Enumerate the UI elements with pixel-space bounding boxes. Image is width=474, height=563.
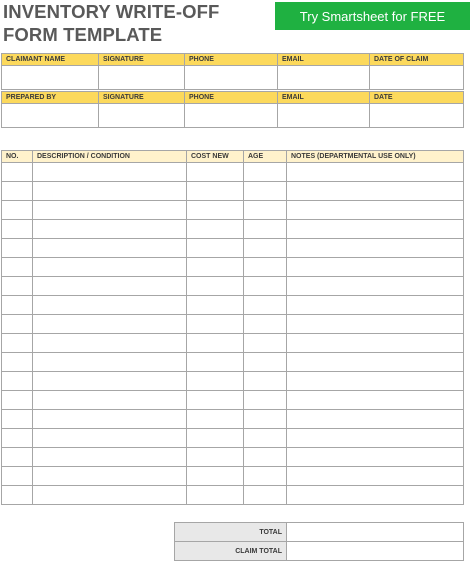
claimant-signature-header: SIGNATURE bbox=[99, 54, 185, 66]
table-row bbox=[2, 258, 464, 277]
claimant-header-row bbox=[2, 54, 464, 66]
totals-table bbox=[174, 522, 464, 561]
notes-cell[interactable] bbox=[287, 220, 464, 239]
number-cell[interactable] bbox=[2, 163, 33, 182]
claimant-name-field[interactable] bbox=[2, 66, 99, 90]
notes-cell[interactable] bbox=[287, 448, 464, 467]
description-cell[interactable] bbox=[33, 239, 187, 258]
age-cell[interactable] bbox=[244, 201, 287, 220]
age-cell[interactable] bbox=[244, 258, 287, 277]
table-row bbox=[2, 315, 464, 334]
cost-new-cell[interactable] bbox=[187, 448, 244, 467]
prepared-phone-field[interactable] bbox=[185, 104, 278, 128]
items-header-row bbox=[2, 151, 464, 163]
age-cell[interactable] bbox=[244, 429, 287, 448]
number-cell[interactable] bbox=[2, 334, 33, 353]
description-cell[interactable] bbox=[33, 277, 187, 296]
number-cell[interactable] bbox=[2, 258, 33, 277]
items-body bbox=[2, 163, 464, 505]
description-cell[interactable] bbox=[33, 315, 187, 334]
description-cell[interactable] bbox=[33, 448, 187, 467]
cost-new-cell[interactable] bbox=[187, 220, 244, 239]
number-cell[interactable] bbox=[2, 182, 33, 201]
description-cell[interactable] bbox=[33, 258, 187, 277]
notes-cell[interactable] bbox=[287, 353, 464, 372]
age-cell[interactable] bbox=[244, 448, 287, 467]
prepared-email-field[interactable] bbox=[278, 104, 370, 128]
number-cell[interactable] bbox=[2, 448, 33, 467]
claimant-table bbox=[1, 53, 464, 90]
claimant-email-field[interactable] bbox=[278, 66, 370, 90]
total-row bbox=[175, 523, 464, 542]
cost-new-header: COST NEW bbox=[187, 151, 244, 163]
claim-total-field[interactable] bbox=[287, 542, 464, 561]
number-cell[interactable] bbox=[2, 467, 33, 486]
notes-cell[interactable] bbox=[287, 334, 464, 353]
claimant-phone-field[interactable] bbox=[185, 66, 278, 90]
notes-cell[interactable] bbox=[287, 467, 464, 486]
notes-cell[interactable] bbox=[287, 429, 464, 448]
table-row bbox=[2, 220, 464, 239]
number-cell[interactable] bbox=[2, 353, 33, 372]
description-header: DESCRIPTION / CONDITION bbox=[33, 151, 187, 163]
prepared-by-header: PREPARED BY bbox=[2, 92, 99, 104]
notes-cell[interactable] bbox=[287, 201, 464, 220]
number-cell[interactable] bbox=[2, 410, 33, 429]
prepared-by-field[interactable] bbox=[2, 104, 99, 128]
number-cell[interactable] bbox=[2, 220, 33, 239]
description-cell[interactable] bbox=[33, 353, 187, 372]
form-title: INVENTORY WRITE-OFF FORM TEMPLATE bbox=[3, 1, 220, 45]
items-table bbox=[1, 150, 464, 505]
notes-cell[interactable] bbox=[287, 163, 464, 182]
notes-cell[interactable] bbox=[287, 258, 464, 277]
notes-cell[interactable] bbox=[287, 391, 464, 410]
number-cell[interactable] bbox=[2, 315, 33, 334]
age-cell[interactable] bbox=[244, 353, 287, 372]
age-cell[interactable] bbox=[244, 163, 287, 182]
age-cell[interactable] bbox=[244, 182, 287, 201]
age-cell[interactable] bbox=[244, 410, 287, 429]
notes-cell[interactable] bbox=[287, 182, 464, 201]
age-cell[interactable] bbox=[244, 486, 287, 505]
cost-new-cell[interactable] bbox=[187, 391, 244, 410]
table-row bbox=[2, 182, 464, 201]
notes-cell[interactable] bbox=[287, 296, 464, 315]
age-cell[interactable] bbox=[244, 467, 287, 486]
total-field[interactable] bbox=[287, 523, 464, 542]
prepared-phone-header: PHONE bbox=[185, 92, 278, 104]
prepared-header-row bbox=[2, 92, 464, 104]
number-cell[interactable] bbox=[2, 239, 33, 258]
description-cell[interactable] bbox=[33, 220, 187, 239]
cost-new-cell[interactable] bbox=[187, 163, 244, 182]
number-cell[interactable] bbox=[2, 391, 33, 410]
try-smartsheet-button[interactable]: Try Smartsheet for FREE bbox=[275, 2, 470, 30]
age-cell[interactable] bbox=[244, 296, 287, 315]
number-cell[interactable] bbox=[2, 201, 33, 220]
age-cell[interactable] bbox=[244, 372, 287, 391]
number-cell[interactable] bbox=[2, 296, 33, 315]
cost-new-cell[interactable] bbox=[187, 353, 244, 372]
description-cell[interactable] bbox=[33, 486, 187, 505]
claimant-name-header: CLAIMANT NAME bbox=[2, 54, 99, 66]
description-cell[interactable] bbox=[33, 182, 187, 201]
cost-new-cell[interactable] bbox=[187, 486, 244, 505]
number-cell[interactable] bbox=[2, 277, 33, 296]
table-row bbox=[2, 467, 464, 486]
notes-cell[interactable] bbox=[287, 410, 464, 429]
date-of-claim-header: DATE OF CLAIM bbox=[370, 54, 464, 66]
description-cell[interactable] bbox=[33, 429, 187, 448]
table-row bbox=[2, 239, 464, 258]
claim-total-label: CLAIM TOTAL bbox=[175, 542, 287, 561]
number-cell[interactable] bbox=[2, 486, 33, 505]
claimant-phone-header: PHONE bbox=[185, 54, 278, 66]
table-row bbox=[2, 353, 464, 372]
claim-total-row bbox=[175, 542, 464, 561]
cost-new-cell[interactable] bbox=[187, 410, 244, 429]
notes-cell[interactable] bbox=[287, 277, 464, 296]
age-cell[interactable] bbox=[244, 220, 287, 239]
prepared-signature-field[interactable] bbox=[99, 104, 185, 128]
claimant-email-header: EMAIL bbox=[278, 54, 370, 66]
description-cell[interactable] bbox=[33, 334, 187, 353]
table-row bbox=[2, 448, 464, 467]
prepared-date-header: DATE bbox=[370, 92, 464, 104]
description-cell[interactable] bbox=[33, 201, 187, 220]
cost-new-cell[interactable] bbox=[187, 315, 244, 334]
number-cell[interactable] bbox=[2, 429, 33, 448]
description-cell[interactable] bbox=[33, 163, 187, 182]
notes-cell[interactable] bbox=[287, 486, 464, 505]
prepared-email-header: EMAIL bbox=[278, 92, 370, 104]
cost-new-cell[interactable] bbox=[187, 296, 244, 315]
cost-new-cell[interactable] bbox=[187, 467, 244, 486]
table-row bbox=[2, 201, 464, 220]
total-label: TOTAL bbox=[175, 523, 287, 542]
prepared-by-table bbox=[1, 91, 464, 128]
claimant-signature-field[interactable] bbox=[99, 66, 185, 90]
age-header: AGE bbox=[244, 151, 287, 163]
date-of-claim-field[interactable] bbox=[370, 66, 464, 90]
notes-cell[interactable] bbox=[287, 239, 464, 258]
age-cell[interactable] bbox=[244, 391, 287, 410]
cost-new-cell[interactable] bbox=[187, 429, 244, 448]
age-cell[interactable] bbox=[244, 239, 287, 258]
table-row bbox=[2, 391, 464, 410]
table-row bbox=[2, 372, 464, 391]
description-cell[interactable] bbox=[33, 296, 187, 315]
description-cell[interactable] bbox=[33, 372, 187, 391]
notes-cell[interactable] bbox=[287, 315, 464, 334]
description-cell[interactable] bbox=[33, 391, 187, 410]
prepared-signature-header: SIGNATURE bbox=[99, 92, 185, 104]
table-row bbox=[2, 277, 464, 296]
table-row bbox=[2, 429, 464, 448]
cost-new-cell[interactable] bbox=[187, 277, 244, 296]
table-row bbox=[2, 486, 464, 505]
description-cell[interactable] bbox=[33, 467, 187, 486]
table-row bbox=[2, 334, 464, 353]
notes-header: NOTES (DEPARTMENTAL USE ONLY) bbox=[287, 151, 464, 163]
cost-new-cell[interactable] bbox=[187, 201, 244, 220]
claimant-entry-row bbox=[2, 66, 464, 90]
cost-new-cell[interactable] bbox=[187, 334, 244, 353]
age-cell[interactable] bbox=[244, 315, 287, 334]
number-cell[interactable] bbox=[2, 372, 33, 391]
cost-new-cell[interactable] bbox=[187, 239, 244, 258]
table-row bbox=[2, 296, 464, 315]
cost-new-cell[interactable] bbox=[187, 372, 244, 391]
cost-new-cell[interactable] bbox=[187, 258, 244, 277]
table-row bbox=[2, 410, 464, 429]
cost-new-cell[interactable] bbox=[187, 182, 244, 201]
table-row bbox=[2, 163, 464, 182]
age-cell[interactable] bbox=[244, 334, 287, 353]
prepared-entry-row bbox=[2, 104, 464, 128]
prepared-date-field[interactable] bbox=[370, 104, 464, 128]
number-header: NO. bbox=[2, 151, 33, 163]
age-cell[interactable] bbox=[244, 277, 287, 296]
description-cell[interactable] bbox=[33, 410, 187, 429]
notes-cell[interactable] bbox=[287, 372, 464, 391]
